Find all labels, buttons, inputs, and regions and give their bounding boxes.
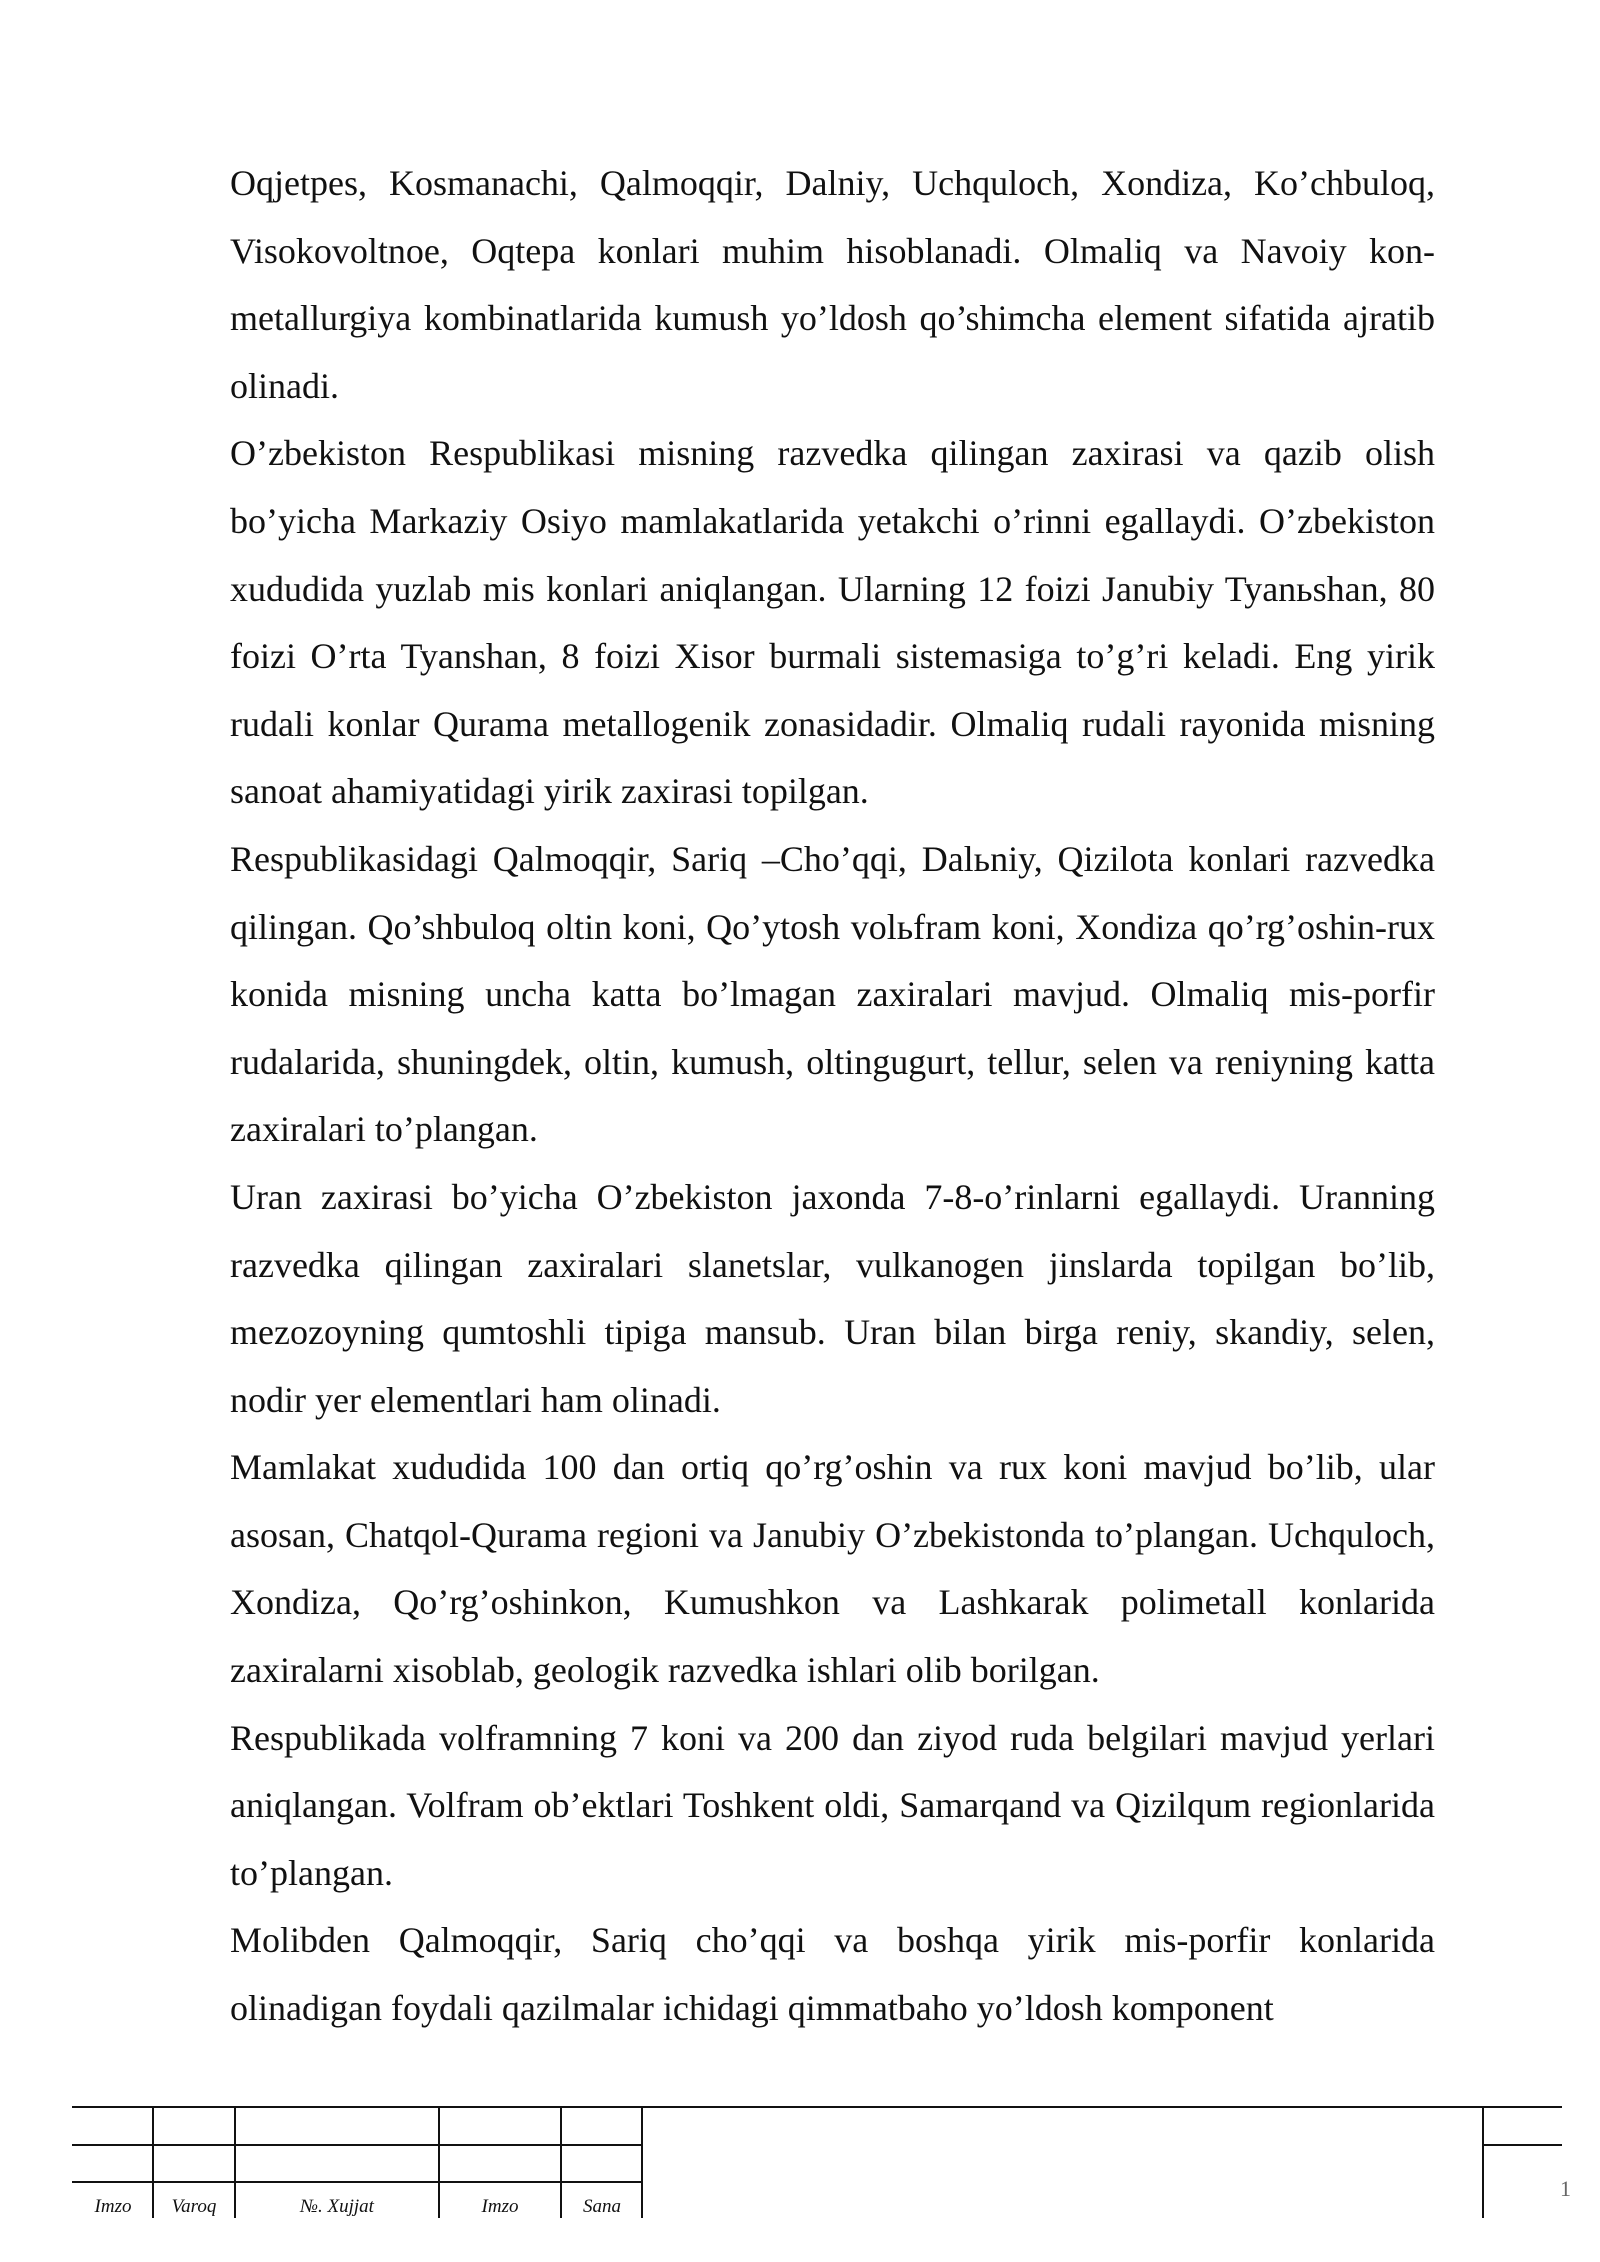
- stamp-label-imzo: Imzo: [94, 2196, 132, 2217]
- stamp-label-document-number: №. Xujjat: [300, 2196, 374, 2217]
- paragraph-5: Mamlakat xududida 100 dan ortiq qo’rg’oshin va rux koni mavjud bo’lib, ular asosan, Chatqol-Qurama regioni va Janubiy O’zbekistonda to’plangan. Uchquloch, Xondiza, Qo’rg’oshinkon, Kumushkon va Lashkarak polimetall konlarida zaxiralarni xisoblab, geologik razvedka ishlari olib borilgan.: [230, 1447, 1435, 1691]
- paragraph-7: Molibden Qalmoqqir, Sariq cho’qqi va boshqa yirik mis-porfir konlarida olinadigan foydali qazilmalar ichidagi qimmatbaho yo’ldosh komponent: [230, 1920, 1435, 2029]
- sheet-number: 1: [1560, 2176, 1571, 2201]
- stamp-label-sana: Sana: [583, 2196, 621, 2217]
- stamp-label-varoq: Varoq: [171, 2196, 217, 2217]
- paragraph-1: Oqjetpes, Kosmanachi, Qalmoqqir, Dalniy, Uchquloch, Xondiza, Ko’chbuloq, Visokovoltnoe, Oqtepa konlari muhim hisoblanadi. Olmaliq va Navoiy kon-metallurgiya kombinatlarida kumush yo’ldosh qo’shimcha element sifatida ajratib olinadi.: [230, 163, 1435, 406]
- paragraph-4: Uran zaxirasi bo’yicha O’zbekiston jaxonda 7-8-o’rinlarni egallaydi. Uranning razvedka qilingan zaxiralari slanetslar, vulkanogen jinslarda topilgan bo’lib, mezozoyning qumtoshli tipiga mansub. Uran bilan birga reniy, skandiy, selen, nodir yer elementlari ham olinadi.: [230, 1176, 1435, 1420]
- stamp-label-imzo-2: Imzo: [481, 2196, 519, 2217]
- paragraph-6: Respublikada volframning 7 koni va 200 dan ziyod ruda belgilari mavjud yerlari aniqlangan. Volfram ob’ektlari Toshkent oldi, Samarqand va Qizilqum regionlarida to’plangan.: [230, 1717, 1435, 1893]
- document-body: [230, 150, 1435, 2043]
- paragraph-3: Respublikasidagi Qalmoqqir, Sariq –Cho’qqi, Dalьniy, Qizilota konlari razvedka qilingan. Qo’shbuloq oltin koni, Qo’ytosh volьfram koni, Xondiza qo’rg’oshin-rux konida misning uncha katta bo’lmagan zaxiralari mavjud. Olmaliq mis-porfir rudalarida, shuningdek, oltin, kumush, oltingugurt, tellur, selen va reniyning katta zaxiralari to’plangan.: [230, 838, 1435, 1150]
- paragraph-2: O’zbekiston Respublikasi misning razvedka qilingan zaxirasi va qazib olish bo’yicha Markaziy Osiyo mamlakatlarida yetakchi o’rinni egallaydi. O’zbekiston xududida yuzlab mis konlari aniqlangan. Ularning 12 foizi Janubiy Tyanьshan, 80 foizi O’rta Tyanshan, 8 foizi Xisor burmali sistemasiga to’g’ri keladi. Eng yirik rudali konlar Qurama metallogenik zonasidadir. Olmaliq rudali rayonida misning sanoat ahamiyatidagi yirik zaxirasi topilgan.: [230, 433, 1435, 812]
